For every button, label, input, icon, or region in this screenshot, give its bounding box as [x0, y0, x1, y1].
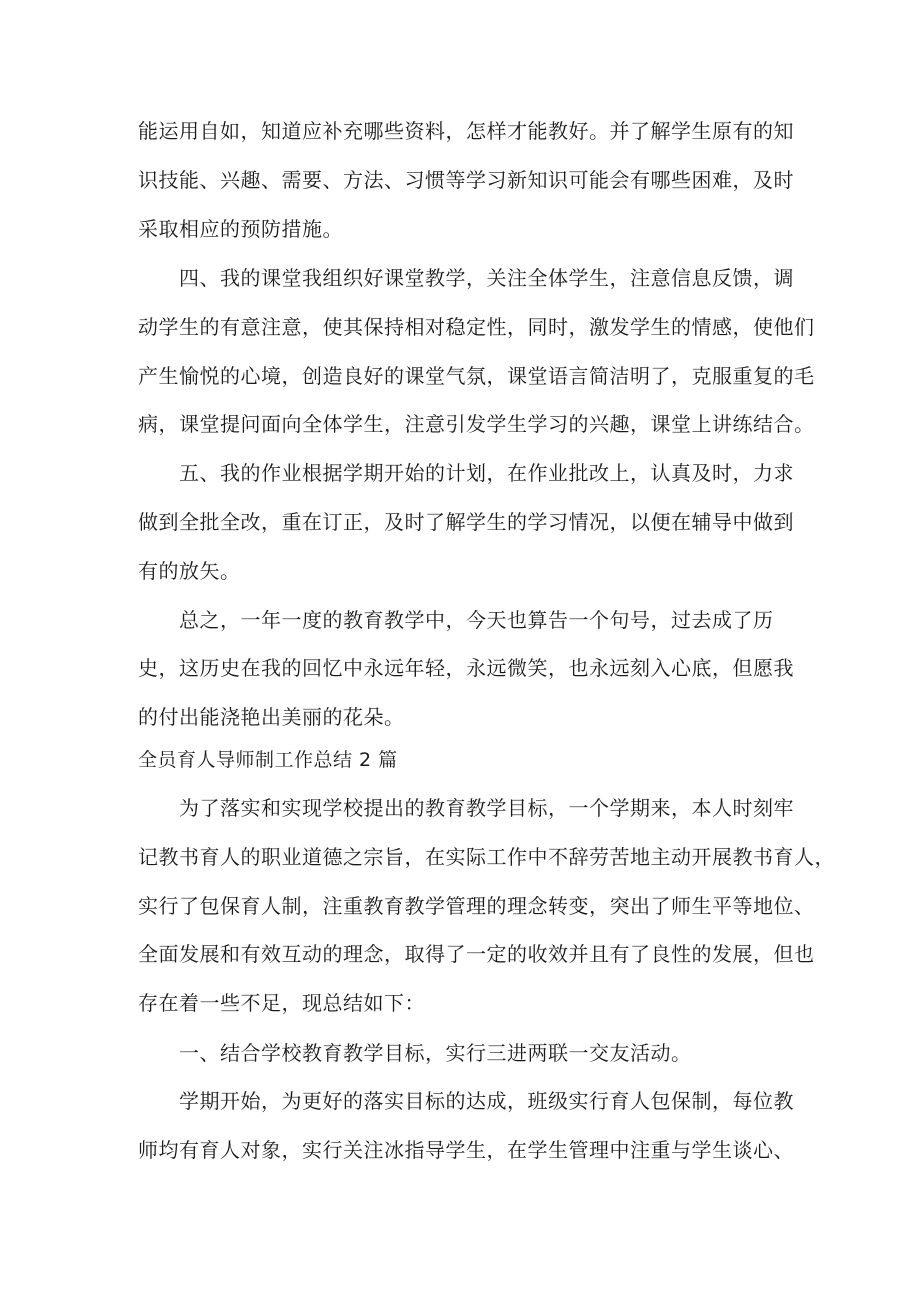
- text-line: 实行了包保育人制，注重教育教学管理的理念转变，突出了师生平等地位、: [138, 894, 815, 918]
- section-heading: 全员育人导师制工作总结 2 篇: [138, 749, 398, 771]
- text-line: 存在着一些不足，现总结如下：: [138, 991, 425, 1015]
- paragraph-first-line: 一、结合学校教育教学目标，实行三进两联一交友活动。: [179, 1041, 692, 1065]
- paragraph-first-line: 四、我的课堂我组织好课堂教学，关注全体学生，注意信息反馈，调: [179, 266, 794, 290]
- text-line: 采取相应的预防措施。: [138, 217, 343, 241]
- text-line: 全面发展和有效互动的理念，取得了一定的收效并且有了良性的发展，但也: [138, 942, 815, 966]
- text-line: 动学生的有意注意，使其保持相对稳定性，同时，激发学生的情感，使他们: [138, 315, 815, 339]
- text-line: 史，这历史在我的回忆中永远年轻，永远微笑，也永远刻入心底，但愿我: [138, 656, 794, 680]
- paragraph-first-line: 为了落实和实现学校提出的教育教学目标，一个学期来，本人时刻牢: [179, 796, 794, 820]
- paragraph-first-line: 学期开始，为更好的落实目标的达成，班级实行育人包保制，每位教: [179, 1089, 794, 1113]
- text-line: 识技能、兴趣、需要、方法、习惯等学习新知识可能会有哪些困难，及时: [138, 168, 794, 192]
- paragraph-first-line: 五、我的作业根据学期开始的计划，在作业批改上，认真及时，力求: [179, 461, 794, 485]
- text-line: 能运用自如，知道应补充哪些资料，怎样才能教好。并了解学生原有的知: [138, 119, 794, 143]
- text-line: 有的放矢。: [138, 559, 241, 583]
- text-line: 做到全批全改，重在订正，及时了解学生的学习情况，以便在辅导中做到: [138, 510, 794, 534]
- text-line: 的付出能浇艳出美丽的花朵。: [138, 705, 405, 729]
- text-line: 师均有育人对象，实行关注冰指导学生，在学生管理中注重与学生谈心、: [138, 1138, 794, 1162]
- paragraph-first-line: 总之，一年一度的教育教学中，今天也算告一个句号，过去成了历: [179, 608, 774, 632]
- text-line: 病，课堂提问面向全体学生，注意引发学生学习的兴趣，课堂上讲练结合。: [138, 412, 815, 436]
- text-line: 产生愉悦的心境，创造良好的课堂气氛，课堂语言简洁明了，克服重复的毛: [138, 364, 815, 388]
- text-line: 记教书育人的职业道德之宗旨，在实际工作中不辞劳苦地主动开展教书育人，: [138, 845, 835, 869]
